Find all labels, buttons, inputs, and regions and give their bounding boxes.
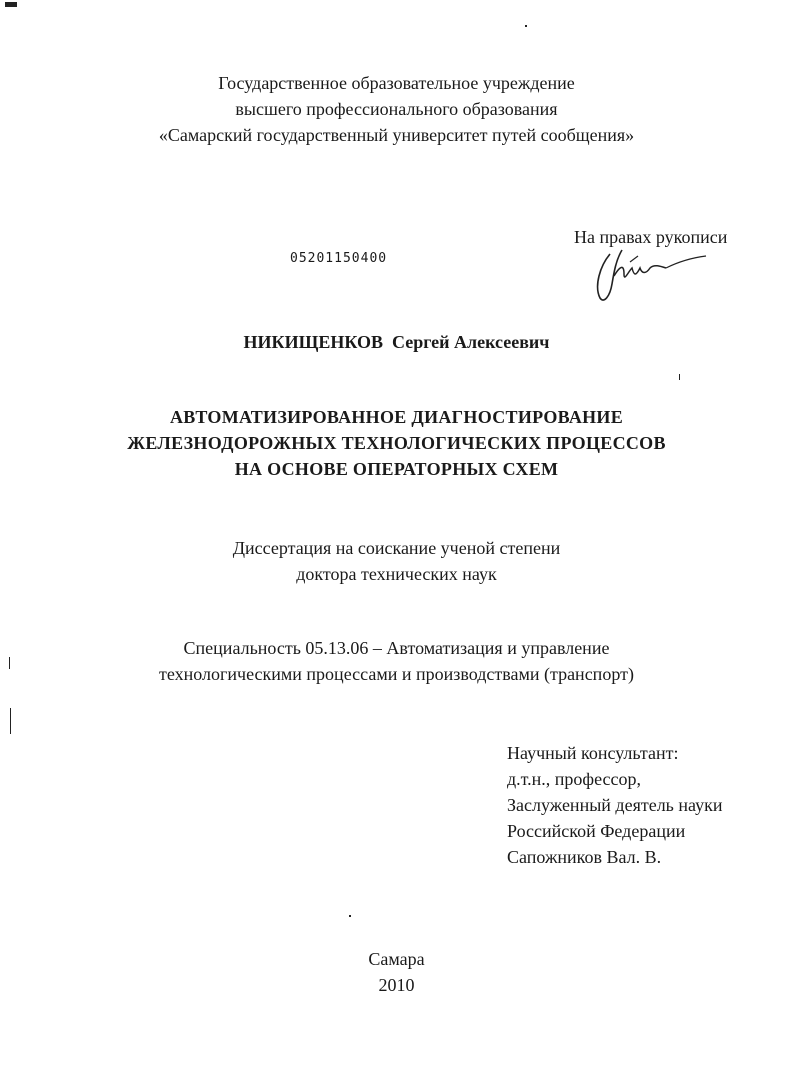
title-line-3: НА ОСНОВЕ ОПЕРАТОРНЫХ СХЕМ [234, 459, 559, 479]
scan-mark-left-2 [10, 708, 11, 734]
degree-line-2: доктора технических наук [296, 564, 497, 584]
scan-speck-right [679, 374, 680, 380]
institution-line-3: «Самарский государственный университет путей сообщения» [158, 125, 635, 145]
advisor-line-4: Российской Федерации [507, 821, 686, 841]
scan-mark-top-left [5, 2, 17, 7]
specialty-line-2: технологическими процессами и производствами (транспорт) [159, 664, 634, 684]
signature [590, 246, 710, 306]
signature-drawing [590, 246, 710, 306]
scan-speck-bottom [349, 915, 351, 917]
advisor-line-3: Заслуженный деятель науки [507, 795, 723, 815]
specialty-line-1: Специальность 05.13.06 – Автоматизация и управление [183, 638, 610, 658]
stamp-number: 05201150400 [290, 251, 388, 266]
scan-speck-top [525, 25, 527, 27]
manuscript-note: На правах рукописи [574, 227, 728, 247]
institution-line-1: Государственное образовательное учреждение [218, 73, 575, 93]
author-name [0, 329, 793, 355]
author-surname: НИКИЩЕНКОВ [243, 332, 383, 352]
title-line-2: ЖЕЛЕЗНОДОРОЖНЫХ ТЕХНОЛОГИЧЕСКИХ ПРОЦЕССОВ [127, 433, 666, 453]
advisor-line-1: Научный консультант: [507, 743, 679, 763]
year: 2010 [378, 975, 415, 995]
advisor-line-5: Сапожников Вал. В. [507, 847, 662, 867]
institution-line-2: высшего профессионального образования [235, 99, 558, 119]
author-given-names: Сергей Алексеевич [391, 332, 550, 352]
title-line-1: АВТОМАТИЗИРОВАННОЕ ДИАГНОСТИРОВАНИЕ [169, 407, 624, 427]
degree-line-1: Диссертация на соискание ученой степени [232, 538, 561, 558]
city: Самара [368, 949, 425, 969]
advisor-line-2: д.т.н., профессор, [507, 769, 642, 789]
